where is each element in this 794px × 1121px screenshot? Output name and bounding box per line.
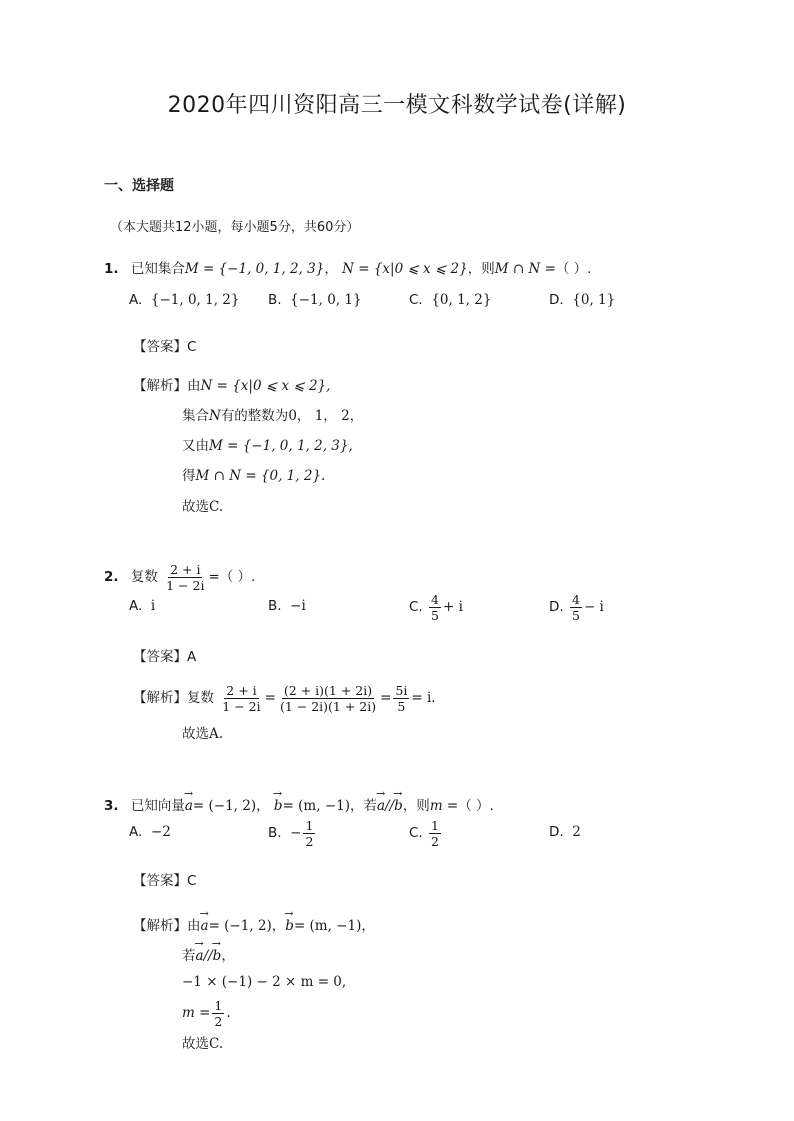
q2-option-c	[409, 590, 463, 624]
q1-stem-text: 已知集合	[130, 261, 185, 277]
solution-math: M = {−1, 0, 1, 2, 3},	[209, 438, 353, 454]
section-note: （本大题共12小题，每小题5分，共60分）	[110, 220, 360, 235]
solution-math: m =	[182, 1005, 211, 1021]
vector-b: → b	[394, 790, 403, 816]
option-letter: B.	[268, 825, 282, 841]
solution-text: 故选	[182, 499, 209, 515]
option-sign: −	[290, 825, 302, 841]
q3-math: = (−1, 2)，	[192, 798, 270, 814]
q2-answer	[133, 647, 196, 667]
option-fraction	[429, 818, 441, 849]
q3-solution-line-1	[133, 910, 375, 936]
option-letter: B.	[268, 292, 282, 308]
q1-option-c	[409, 290, 491, 310]
fraction-numerator: 4	[431, 591, 439, 607]
option-letter: C.	[409, 825, 423, 841]
option-letter: D.	[549, 599, 564, 615]
answer-value: A	[187, 649, 197, 665]
solution-text: 由	[187, 378, 201, 394]
fraction-denominator: 1 − 2i	[222, 698, 261, 714]
solution-text: 集合	[182, 408, 209, 424]
q1-solution-line-4	[182, 466, 325, 486]
q1-answer	[133, 337, 196, 357]
q3-stem-then: ，则	[402, 798, 430, 814]
fraction-numerator: 4	[571, 591, 580, 607]
fraction-denominator: 2	[431, 833, 439, 849]
q3-stem-end: （ ）.	[458, 798, 494, 814]
solution-math: 0， 1， 2，	[288, 408, 364, 424]
option-text: −i	[290, 598, 306, 614]
option-letter: C.	[409, 292, 423, 308]
fraction-numerator: 1	[305, 817, 314, 833]
answer-label: 【答案】	[133, 339, 187, 355]
solution-text: 由	[187, 918, 201, 934]
solution-math: M ∩ N = {0, 1, 2}.	[195, 468, 326, 484]
solution-text: ，	[221, 948, 235, 964]
solution-math: C.	[209, 499, 224, 515]
fraction-denominator: (1 − 2i)(1 + 2i)	[279, 698, 377, 714]
option-text: −2	[150, 824, 171, 840]
q1-option-b	[268, 290, 362, 310]
solution-math: −1 × (−1) − 2 × m = 0,	[182, 974, 347, 990]
option-text: {−1, 0, 1}	[290, 292, 362, 308]
fraction-denominator: 5	[397, 698, 406, 714]
solution-text: 有的整数为	[220, 408, 289, 424]
solution-math: N = {x|0 ⩽ x ⩽ 2},	[200, 378, 331, 394]
option-letter: D.	[549, 292, 564, 308]
solution-text: 若	[182, 948, 196, 964]
vector-b: → b	[285, 910, 294, 936]
analysis-label: 【解析】	[133, 918, 187, 934]
vector-b: → b	[274, 790, 283, 816]
q2-stem	[104, 560, 255, 594]
q3-option-c	[409, 816, 443, 850]
option-fraction	[570, 592, 582, 623]
fraction-denominator: 2	[214, 1013, 223, 1029]
solution-fraction	[393, 683, 409, 714]
option-letter: B.	[268, 598, 282, 614]
q1-solution-line-5	[182, 497, 223, 517]
solution-text: 得	[182, 468, 196, 484]
solution-math: C.	[209, 1036, 224, 1052]
vector-b: → b	[213, 940, 222, 966]
solution-math: A.	[209, 726, 224, 742]
section-heading: 一、选择题	[104, 178, 174, 194]
fraction-denominator: 2	[305, 833, 314, 849]
option-text: {0, 1}	[572, 292, 616, 308]
q1-solution-line-3	[182, 436, 353, 456]
page-title: 2020年四川资阳高三一模文科数学试卷(详解)	[167, 93, 627, 118]
option-text: i	[150, 598, 156, 614]
vector-a: → a	[201, 910, 209, 936]
answer-value: C	[187, 339, 197, 355]
q1-expr: M ∩ N =	[494, 261, 556, 277]
option-letter: A.	[129, 598, 143, 614]
q1-number: 1.	[104, 261, 119, 277]
q2-stem-text: 复数	[130, 569, 158, 585]
q1-option-a	[129, 290, 239, 310]
q1-set-n: N = {x|0 ⩽ x ⩽ 2}	[342, 261, 468, 277]
fraction-denominator: 1 − 2i	[166, 577, 205, 593]
answer-label: 【答案】	[133, 873, 187, 889]
solution-fraction	[278, 683, 378, 714]
option-letter: A.	[129, 292, 143, 308]
q1-stem	[104, 259, 591, 279]
q2-option-b	[268, 596, 306, 616]
q3-math: m =	[429, 798, 459, 814]
q2-solution-line-2	[182, 724, 223, 744]
solution-math: = (−1, 2)，	[208, 918, 286, 934]
option-text: 2	[572, 824, 581, 840]
q1-option-d	[549, 290, 615, 310]
q3-solution-line-3	[182, 972, 346, 992]
option-letter: D.	[549, 824, 564, 840]
q2-solution-line-1	[133, 681, 436, 715]
fraction-numerator: 5i	[395, 682, 408, 698]
solution-fraction	[220, 683, 262, 714]
q3-option-a	[129, 822, 171, 842]
q3-option-b	[268, 816, 317, 850]
option-text: − i	[583, 599, 604, 615]
q1-solution-line-1	[133, 376, 330, 396]
solution-math: N	[209, 408, 221, 424]
q3-solution-line-4	[182, 996, 231, 1030]
q2-option-d	[549, 590, 604, 624]
fraction-numerator: 2 + i	[226, 682, 257, 698]
solution-text: 故选	[182, 1036, 209, 1052]
vector-a: → a	[377, 790, 385, 816]
q3-solution-line-5	[182, 1034, 223, 1054]
answer-value: C	[187, 873, 197, 889]
parallel-symbol: //	[385, 798, 395, 814]
option-text: {0, 1, 2}	[431, 292, 492, 308]
analysis-label: 【解析】	[133, 690, 187, 706]
equals-sign: =	[264, 690, 276, 706]
q1-solution-line-2	[182, 406, 363, 426]
q2-fraction	[164, 562, 206, 593]
q2-stem-end: =（ ）.	[208, 569, 256, 585]
option-fraction	[303, 818, 315, 849]
analysis-label: 【解析】	[133, 378, 187, 394]
solution-math: = (m, −1)，	[293, 918, 375, 934]
q2-option-a	[129, 596, 155, 616]
solution-math: = i.	[411, 690, 436, 706]
q3-number: 3.	[104, 798, 119, 814]
option-letter: C.	[409, 599, 423, 615]
vector-a: → a	[185, 790, 193, 816]
fraction-numerator: 2 + i	[170, 561, 201, 577]
option-letter: A.	[129, 824, 143, 840]
solution-text: 故选	[182, 726, 209, 742]
answer-label: 【答案】	[133, 649, 187, 665]
option-fraction	[429, 592, 441, 623]
q3-math: = (m, −1)，若	[282, 798, 377, 814]
q1-stem-end: （ ）.	[555, 261, 592, 277]
q3-option-d	[549, 822, 581, 842]
fraction-denominator: 5	[571, 607, 580, 623]
q3-solution-line-2	[182, 940, 235, 966]
fraction-denominator: 5	[431, 607, 439, 623]
option-text: {−1, 0, 1, 2}	[150, 292, 240, 308]
q3-stem	[104, 790, 494, 816]
vector-a: → a	[196, 940, 204, 966]
equals-sign: =	[380, 690, 392, 706]
q3-stem-text: 已知向量	[130, 798, 185, 814]
fraction-numerator: 1	[431, 817, 439, 833]
solution-text: 复数	[187, 690, 214, 706]
parallel-symbol: //	[203, 948, 213, 964]
q1-sep: ，	[324, 261, 338, 277]
solution-text: 又由	[182, 438, 209, 454]
q1-stem-then: ，则	[467, 261, 495, 277]
solution-fraction	[212, 998, 224, 1029]
fraction-numerator: 1	[214, 997, 223, 1013]
fraction-numerator: (2 + i)(1 + 2i)	[283, 682, 373, 698]
q1-set-m: M = {−1, 0, 1, 2, 3}	[184, 261, 325, 277]
solution-math: .	[226, 1005, 231, 1021]
q2-number: 2.	[104, 569, 119, 585]
q3-answer	[133, 871, 196, 891]
option-text: + i	[442, 599, 463, 615]
